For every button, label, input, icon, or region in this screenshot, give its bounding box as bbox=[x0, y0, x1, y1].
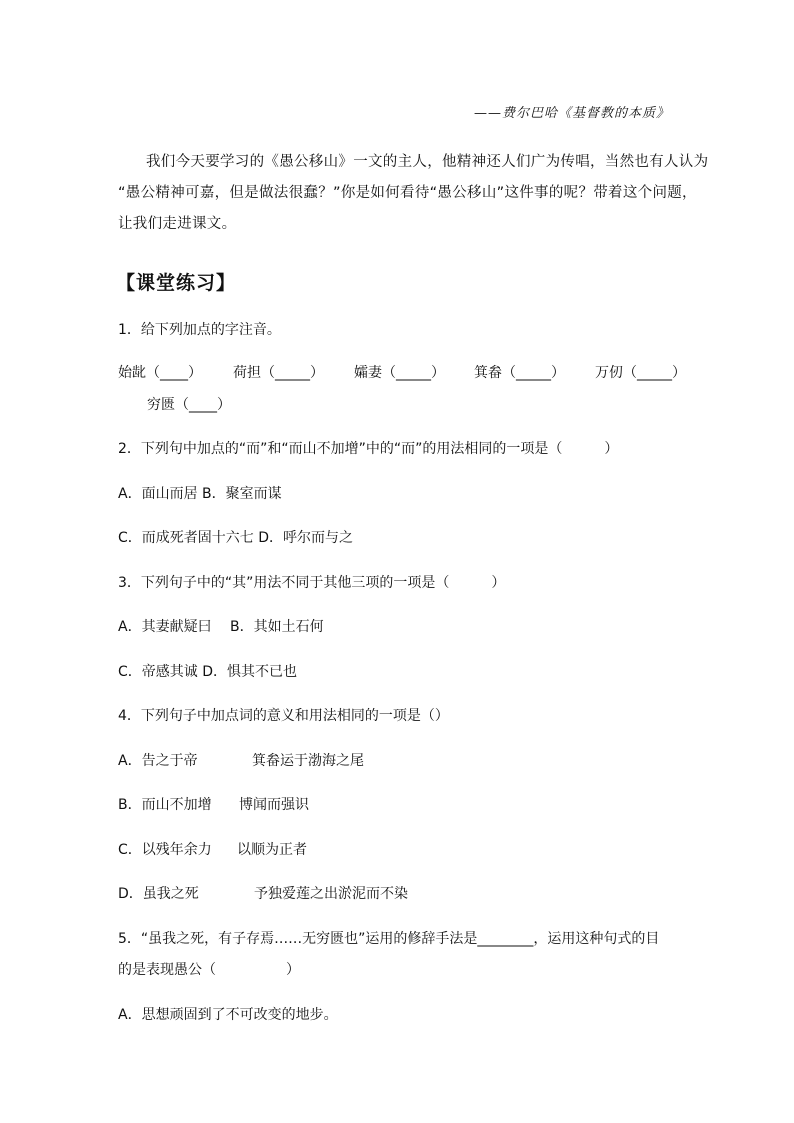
question-4-stem: 4．下列句子中加点词的意义和用法相同的一项是（） bbox=[118, 708, 449, 724]
question-3-stem: 3．下列句子中的“其”用法不同于其他三项的一项是（ ） bbox=[118, 575, 506, 591]
question-4-option-d-pair: 予独爱莲之出淤泥而不染 bbox=[254, 886, 408, 902]
question-5-option-a: A．思想顽固到了不可改变的地步。 bbox=[118, 1007, 338, 1023]
quote-attribution: ——费尔巴哈《基督教的本质》 bbox=[473, 106, 670, 121]
section-heading: 【课堂练习】 bbox=[116, 272, 237, 294]
question-4-option-a-pair: 箕畚运于渤海之尾 bbox=[252, 753, 364, 769]
question-5-stem: 5．“虽我之死，有子存焉……无穷匮也”运用的修辞手法是________，运用这种句式的目 bbox=[118, 931, 660, 947]
question-1-stem: 1．给下列加点的字注音。 bbox=[118, 322, 281, 338]
question-1-item: 孀妻（_____） bbox=[354, 365, 445, 381]
question-4-option-d: D．虽我之死 bbox=[118, 886, 199, 902]
question-4-option-b-pair: 博闻而强识 bbox=[239, 797, 309, 813]
question-4-option-c: C．以残年余力 bbox=[118, 842, 212, 858]
question-1-item: 穷匮（____） bbox=[147, 397, 231, 413]
question-2-option: A．面山而居 B．聚室而谋 bbox=[118, 486, 282, 502]
question-2-option: C．而成死者固十六七 D．呼尔而与之 bbox=[118, 530, 354, 546]
question-3-option: A．其妻献疑曰 B．其如土石何 bbox=[118, 619, 324, 635]
question-1-item: 始龀（____） bbox=[118, 365, 202, 381]
question-1-item: 万仞（_____） bbox=[595, 365, 686, 381]
question-4-option-a: A．告之于帝 bbox=[118, 753, 198, 769]
question-4-option-b: B．而山不加增 bbox=[118, 797, 212, 813]
question-3-option: C．帝感其诚 D．惧其不已也 bbox=[118, 664, 298, 680]
intro-line-3: 让我们走进课文。 bbox=[118, 216, 237, 232]
intro-line-2: “愚公精神可嘉，但是做法很蠢？”你是如何看待“愚公移山”这件事的呢？带着这个问题， bbox=[118, 185, 697, 201]
question-2-stem: 2．下列句中加点的“而”和“而山不加增”中的“而”的用法相同的一项是（ ） bbox=[118, 441, 619, 457]
intro-line-1: 我们今天要学习的《愚公移山》一文的主人，他精神还人们广为传唱，当然也有人认为 bbox=[146, 154, 709, 170]
question-1-item: 箕畚（_____） bbox=[474, 365, 565, 381]
question-1-item: 荷担（_____） bbox=[233, 365, 324, 381]
question-5-stem-continued: 的是表现愚公（ ） bbox=[118, 962, 300, 978]
question-4-option-c-pair: 以顺为正者 bbox=[237, 842, 307, 858]
